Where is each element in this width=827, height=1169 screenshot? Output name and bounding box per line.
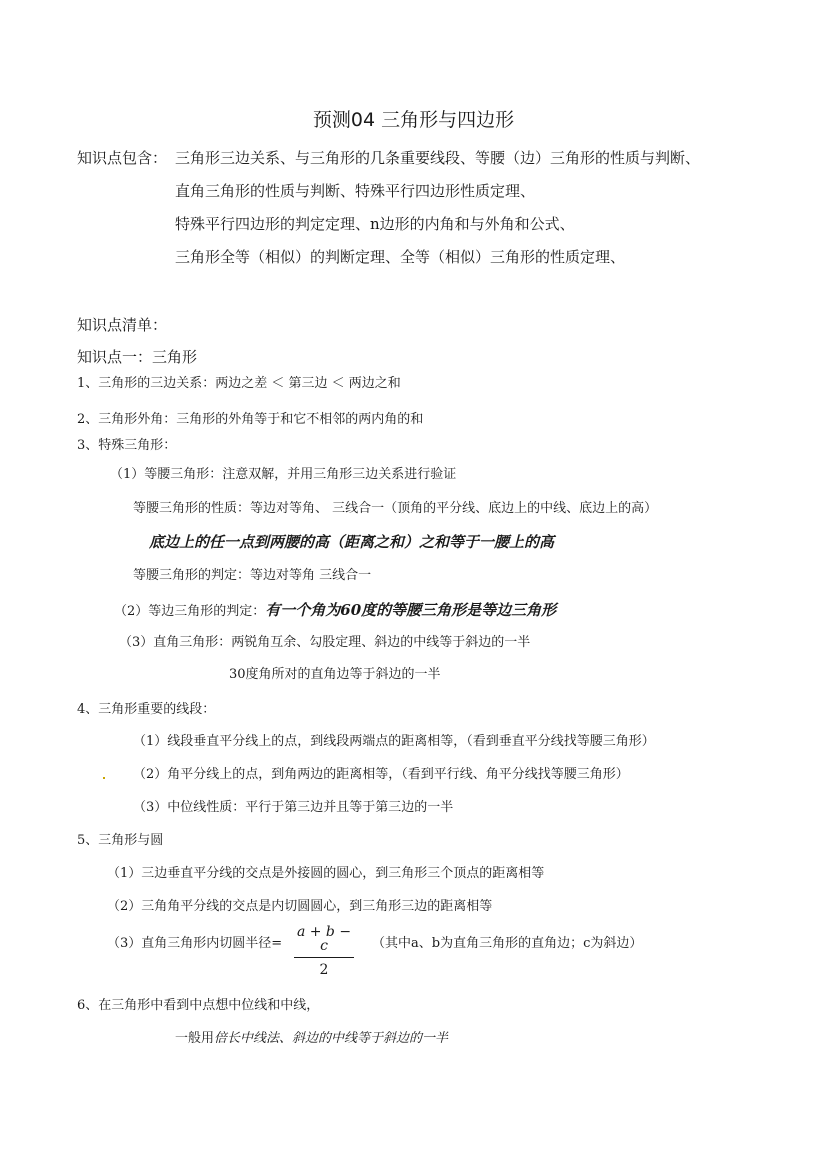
item-3-1: （1）等腰三角形：注意双解，并用三角形三边关系进行验证 [110, 467, 457, 482]
fraction-numerator: a + b − c [296, 924, 352, 954]
item-4-3: （3）中位线性质：平行于第三边并且等于第三边的一半 [133, 800, 454, 815]
item-6-1 [175, 1032, 448, 1045]
item-5: 5、三角形与圆 [77, 833, 164, 848]
contents-line-4: 三角形全等（相似）的判断定理、全等（相似）三角形的性质定理、 [175, 248, 626, 266]
item-3-2-bold: 有一个角为60度的等腰三角形是等边三角形 [265, 601, 557, 619]
item-4: 4、三角形重要的线段： [77, 702, 216, 717]
item-3-3b: 30度角所对的直角边等于斜边的一半 [229, 667, 441, 682]
item-6: 6、在三角形中看到中点想中位线和中线， [77, 998, 320, 1013]
item-5-2: （2）三角角平分线的交点是内切圆圆心，到三角形三边的距离相等 [107, 899, 493, 914]
item-3: 3、特殊三角形： [77, 438, 177, 453]
contents-line-2: 直角三角形的性质与判断、特殊平行四边形性质定理、 [175, 182, 536, 200]
item-4-1: （1）线段垂直平分线上的点，到线段两端点的距离相等，（看到垂直平分线找等腰三角形） [133, 734, 655, 749]
inradius-fraction [294, 925, 354, 977]
item-5-1: （1）三边垂直平分线的交点是外接圆的圆心，到三角形三个顶点的距离相等 [107, 866, 545, 881]
stray-dot [103, 777, 105, 779]
item-3-1b-bold: 底边上的任一点到两腰的高（距离之和）之和等于一腰上的高 [149, 533, 555, 551]
contents-label: 知识点包含： [77, 149, 168, 167]
contents-line-1: 三角形三边关系、与三角形的几条重要线段、等腰（边）三角形的性质与判断、 [175, 149, 701, 167]
page-title: 预测04 三角形与四边形 [312, 109, 515, 131]
item-3-2 [114, 602, 556, 618]
item-6-1-italic: 倍长中线法、斜边的中线等于斜边的一半 [214, 1031, 449, 1046]
item-1: 1、三角形的三边关系：两边之差 ＜ 第三边 ＜ 两边之和 [77, 376, 401, 391]
item-3-3: （3）直角三角形：两锐角互余、勾股定理、斜边的中线等于斜边的一半 [119, 635, 531, 650]
contents-line-3: 特殊平行四边形的判定定理、n边形的内角和与外角和公式、 [175, 215, 575, 233]
item-4-2: （2）角平分线上的点，到角两边的距离相等，（看到平行线、角平分线找等腰三角形） [133, 767, 629, 782]
item-6-1-prefix: 一般用 [175, 1031, 215, 1046]
item-5-3-note: （其中a、b为直角三角形的直角边；c为斜边） [372, 936, 643, 951]
section1-title: 知识点一：三角形 [77, 348, 198, 366]
item-3-2-prefix: （2）等边三角形的判定： [114, 604, 266, 619]
list-title: 知识点清单： [77, 316, 168, 334]
item-5-3-prefix: （3）直角三角形内切圆半径= [107, 936, 283, 951]
fraction-denominator: 2 [319, 962, 329, 978]
item-3-1c: 等腰三角形的判定：等边对等角 三线合一 [133, 568, 372, 583]
item-3-1a: 等腰三角形的性质：等边对等角、 三线合一（顶角的平分线、底边上的中线、底边上的高） [133, 501, 658, 516]
item-2: 2、三角形外角：三角形的外角等于和它不相邻的两内角的和 [77, 412, 424, 427]
